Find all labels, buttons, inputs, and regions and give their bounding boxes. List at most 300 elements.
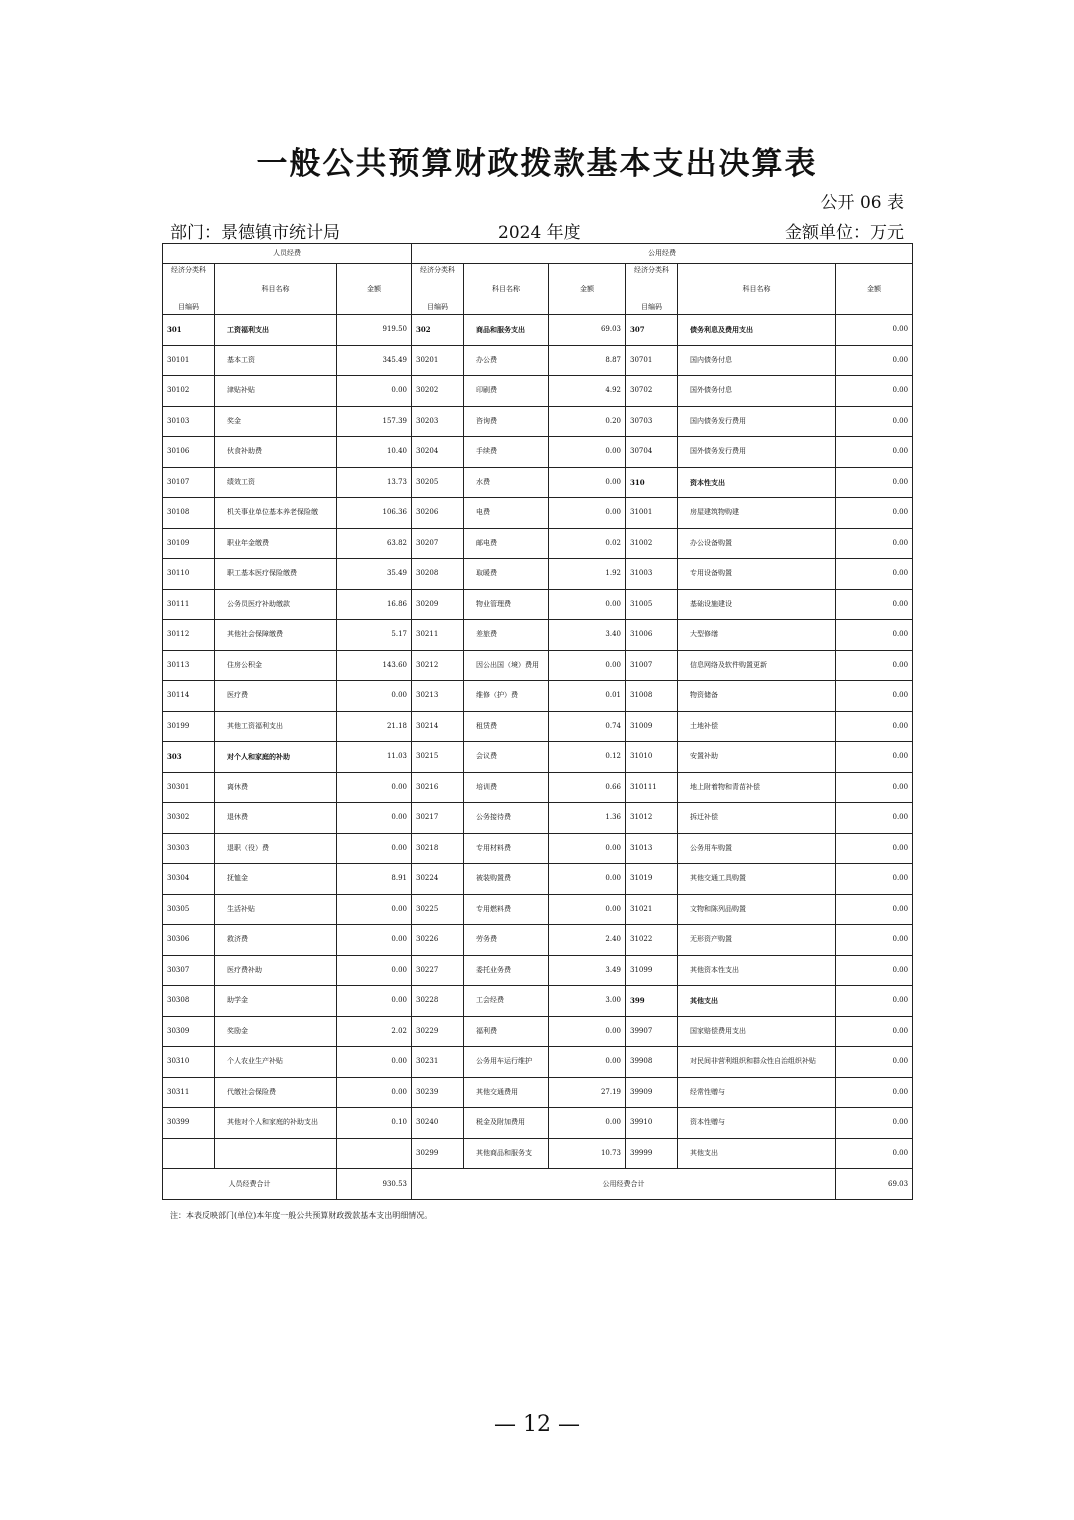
amount-cell: 0.00 (549, 467, 626, 498)
item-name-header: 科目名称 (464, 264, 549, 315)
item-name-cell: 其他工资福利支出 (215, 711, 337, 742)
amount-cell: 0.00 (836, 864, 913, 895)
amount-cell: 27.19 (549, 1077, 626, 1108)
item-name-cell: 其他资本性支出 (678, 955, 836, 986)
item-name-cell: 信息网络及软件购置更新 (678, 650, 836, 681)
item-name-cell: 商品和服务支出 (464, 315, 549, 346)
econ-code-cell: 31005 (626, 589, 678, 620)
amount-cell: 0.74 (549, 711, 626, 742)
item-name-cell: 绩效工资 (215, 467, 337, 498)
econ-code-header-bottom: 目编码 (427, 303, 449, 311)
econ-code-cell: 31013 (626, 833, 678, 864)
amount-cell: 0.00 (836, 437, 913, 468)
table-row (163, 437, 913, 468)
amount-cell: 0.00 (337, 925, 412, 956)
econ-code-cell: 30199 (163, 711, 215, 742)
econ-code-cell: 30228 (412, 986, 464, 1017)
item-name-cell: 税金及附加费用 (464, 1108, 549, 1139)
econ-code-cell: 39907 (626, 1016, 678, 1047)
amount-cell: 0.00 (549, 650, 626, 681)
table-row (163, 376, 913, 407)
item-name-cell: 取暖费 (464, 559, 549, 590)
econ-code-header-bottom: 目编码 (641, 303, 663, 311)
econ-code-cell: 30239 (412, 1077, 464, 1108)
amount-cell: 0.20 (549, 406, 626, 437)
item-name-cell: 其他交通工具购置 (678, 864, 836, 895)
econ-code-cell: 31003 (626, 559, 678, 590)
item-name-cell: 其他社会保障缴费 (215, 620, 337, 651)
table-row (163, 650, 913, 681)
amount-cell: 0.00 (836, 1047, 913, 1078)
econ-code-cell: 30304 (163, 864, 215, 895)
amount-cell: 0.00 (836, 833, 913, 864)
item-name-cell: 其他交通费用 (464, 1077, 549, 1108)
item-name-cell: 机关事业单位基本养老保险缴 (215, 498, 337, 529)
econ-code-cell: 31012 (626, 803, 678, 834)
econ-code-cell: 39909 (626, 1077, 678, 1108)
econ-code-cell: 30306 (163, 925, 215, 956)
econ-code-cell: 301 (163, 315, 215, 346)
item-name-cell: 因公出国（境）费用 (464, 650, 549, 681)
item-name-cell: 房屋建筑物购建 (678, 498, 836, 529)
econ-code-cell: 30101 (163, 345, 215, 376)
amount-cell: 0.00 (549, 1016, 626, 1047)
table-row (163, 803, 913, 834)
econ-code-cell: 30399 (163, 1108, 215, 1139)
amount-unit: 金额单位：万元 (785, 223, 904, 243)
econ-code-cell: 30207 (412, 528, 464, 559)
econ-code-cell: 30109 (163, 528, 215, 559)
amount-cell: 8.91 (337, 864, 412, 895)
item-name-cell: 电费 (464, 498, 549, 529)
amount-cell: 157.39 (337, 406, 412, 437)
amount-cell: 0.00 (337, 772, 412, 803)
item-name-cell: 国外债务付息 (678, 376, 836, 407)
econ-code-cell: 30107 (163, 467, 215, 498)
item-name-cell: 会议费 (464, 742, 549, 773)
item-name-cell: 国内债务发行费用 (678, 406, 836, 437)
amount-cell: 2.02 (337, 1016, 412, 1047)
amount-cell: 143.60 (337, 650, 412, 681)
amount-cell: 0.02 (549, 528, 626, 559)
expenditure-table (162, 243, 913, 1200)
econ-code-cell: 30704 (626, 437, 678, 468)
econ-code-cell: 30208 (412, 559, 464, 590)
item-name-cell (215, 1138, 337, 1169)
item-name-header: 科目名称 (215, 264, 337, 315)
item-name-cell: 国内债务付息 (678, 345, 836, 376)
amount-cell: 10.40 (337, 437, 412, 468)
table-row (163, 955, 913, 986)
item-name-cell: 工会经费 (464, 986, 549, 1017)
econ-code-cell: 30702 (626, 376, 678, 407)
amount-cell: 0.00 (836, 803, 913, 834)
econ-code-cell: 30103 (163, 406, 215, 437)
item-name-cell: 奖励金 (215, 1016, 337, 1047)
item-name-cell: 对民间非营利组织和群众性自治组织补贴 (678, 1047, 836, 1078)
amount-cell: 0.00 (549, 437, 626, 468)
page-title: 一般公共预算财政拨款基本支出决算表 (256, 146, 818, 182)
item-name-cell: 专用设备购置 (678, 559, 836, 590)
econ-code-cell: 30114 (163, 681, 215, 712)
amount-cell: 0.00 (337, 955, 412, 986)
econ-code-cell: 30310 (163, 1047, 215, 1078)
item-name-cell: 生活补贴 (215, 894, 337, 925)
item-name-cell: 物资储备 (678, 681, 836, 712)
econ-code-cell: 31007 (626, 650, 678, 681)
amount-cell: 5.17 (337, 620, 412, 651)
table-row (163, 1047, 913, 1078)
amount-cell: 0.00 (337, 1077, 412, 1108)
econ-code-cell: 30240 (412, 1108, 464, 1139)
item-name-cell: 劳务费 (464, 925, 549, 956)
item-name-cell: 公务员医疗补助缴款 (215, 589, 337, 620)
amount-cell: 21.18 (337, 711, 412, 742)
amount-cell: 0.00 (337, 681, 412, 712)
amount-cell: 0.00 (836, 986, 913, 1017)
amount-cell: 11.03 (337, 742, 412, 773)
econ-code-cell: 31001 (626, 498, 678, 529)
amount-cell: 35.49 (337, 559, 412, 590)
table-row (163, 467, 913, 498)
econ-code-cell: 30231 (412, 1047, 464, 1078)
econ-code-header (626, 264, 678, 315)
item-name-cell: 邮电费 (464, 528, 549, 559)
econ-code-header-top: 经济分类科 (634, 266, 670, 274)
amount-cell: 0.66 (549, 772, 626, 803)
item-name-cell: 医疗费补助 (215, 955, 337, 986)
table-row (163, 345, 913, 376)
item-name-cell: 其他支出 (678, 1138, 836, 1169)
amount-cell: 0.00 (836, 559, 913, 590)
amount-cell: 919.50 (337, 315, 412, 346)
econ-code-cell: 30108 (163, 498, 215, 529)
table-row (163, 406, 913, 437)
table-row (163, 498, 913, 529)
econ-code-cell: 30102 (163, 376, 215, 407)
amount-cell: 69.03 (549, 315, 626, 346)
econ-code-cell: 31010 (626, 742, 678, 773)
econ-code-cell: 30206 (412, 498, 464, 529)
econ-code-cell: 30213 (412, 681, 464, 712)
econ-code-cell: 31009 (626, 711, 678, 742)
econ-code-cell: 31022 (626, 925, 678, 956)
item-name-cell: 差旅费 (464, 620, 549, 651)
public-total-value: 69.03 (836, 1169, 913, 1200)
amount-cell: 0.00 (836, 650, 913, 681)
amount-cell: 8.87 (549, 345, 626, 376)
econ-code-cell: 30112 (163, 620, 215, 651)
amount-cell (337, 1138, 412, 1169)
amount-cell: 0.00 (549, 833, 626, 864)
amount-cell: 63.82 (337, 528, 412, 559)
econ-code-cell: 310 (626, 467, 678, 498)
item-name-cell: 其他对个人和家庭的补助支出 (215, 1108, 337, 1139)
footnote: 注：本表反映部门(单位)本年度一般公共预算财政拨款基本支出明细情况。 (170, 1211, 433, 1220)
econ-code-header (412, 264, 464, 315)
amount-cell: 16.86 (337, 589, 412, 620)
amount-cell: 10.73 (549, 1138, 626, 1169)
econ-code-cell: 31021 (626, 894, 678, 925)
item-name-cell: 办公设备购置 (678, 528, 836, 559)
item-name-cell: 基础设施建设 (678, 589, 836, 620)
item-name-cell: 职工基本医疗保险缴费 (215, 559, 337, 590)
amount-cell: 0.00 (836, 406, 913, 437)
table-row (163, 681, 913, 712)
item-name-cell: 租赁费 (464, 711, 549, 742)
amount-cell: 0.00 (836, 589, 913, 620)
econ-code-cell: 30311 (163, 1077, 215, 1108)
item-name-cell: 其他支出 (678, 986, 836, 1017)
amount-cell: 0.00 (836, 772, 913, 803)
amount-cell: 2.40 (549, 925, 626, 956)
item-name-cell: 福利费 (464, 1016, 549, 1047)
table-row (163, 864, 913, 895)
amount-cell: 0.00 (549, 864, 626, 895)
amount-cell: 4.92 (549, 376, 626, 407)
amount-cell: 0.01 (549, 681, 626, 712)
econ-code-cell: 30224 (412, 864, 464, 895)
econ-code-cell: 30212 (412, 650, 464, 681)
item-name-cell: 公务用车购置 (678, 833, 836, 864)
econ-code-cell: 302 (412, 315, 464, 346)
item-name-cell: 被装购置费 (464, 864, 549, 895)
department: 部门：景德镇市统计局 (170, 223, 340, 243)
econ-code-cell: 31006 (626, 620, 678, 651)
amount-cell: 0.00 (549, 589, 626, 620)
econ-code-cell: 399 (626, 986, 678, 1017)
table-row (163, 315, 913, 346)
econ-code-cell: 30201 (412, 345, 464, 376)
econ-code-cell: 30110 (163, 559, 215, 590)
public-group-header: 公用经费 (412, 244, 913, 264)
amount-cell: 3.00 (549, 986, 626, 1017)
econ-code-cell: 30111 (163, 589, 215, 620)
econ-code-cell: 39908 (626, 1047, 678, 1078)
item-name-cell: 个人农业生产补贴 (215, 1047, 337, 1078)
item-name-header: 科目名称 (678, 264, 836, 315)
item-name-cell: 国外债务发行费用 (678, 437, 836, 468)
amount-cell: 0.00 (836, 925, 913, 956)
amount-cell: 0.00 (836, 1016, 913, 1047)
item-name-cell: 文物和陈列品购置 (678, 894, 836, 925)
item-name-cell: 津贴补贴 (215, 376, 337, 407)
table-row (163, 1138, 913, 1169)
table-row (163, 620, 913, 651)
table-row (163, 589, 913, 620)
econ-code-cell: 31019 (626, 864, 678, 895)
table-row (163, 833, 913, 864)
amount-cell: 0.00 (337, 986, 412, 1017)
form-code: 公开 06 表 (820, 193, 904, 213)
econ-code-cell: 310111 (626, 772, 678, 803)
table-row (163, 528, 913, 559)
econ-code-header-top: 经济分类科 (420, 266, 456, 274)
amount-cell: 0.00 (836, 315, 913, 346)
item-name-cell: 安置补助 (678, 742, 836, 773)
amount-cell: 0.00 (337, 803, 412, 834)
amount-cell: 0.00 (337, 894, 412, 925)
item-name-cell: 手续费 (464, 437, 549, 468)
item-name-cell: 住房公积金 (215, 650, 337, 681)
item-name-cell: 维修（护）费 (464, 681, 549, 712)
amount-cell: 0.00 (836, 498, 913, 529)
item-name-cell: 国家赔偿费用支出 (678, 1016, 836, 1047)
amount-cell: 106.36 (337, 498, 412, 529)
item-name-cell: 印刷费 (464, 376, 549, 407)
item-name-cell: 大型修缮 (678, 620, 836, 651)
econ-code-cell: 30202 (412, 376, 464, 407)
item-name-cell: 助学金 (215, 986, 337, 1017)
item-name-cell: 救济费 (215, 925, 337, 956)
item-name-cell: 职业年金缴费 (215, 528, 337, 559)
econ-code-cell: 39910 (626, 1108, 678, 1139)
public-total-label: 公用经费合计 (412, 1169, 836, 1200)
econ-code-cell: 30218 (412, 833, 464, 864)
amount-cell: 345.49 (337, 345, 412, 376)
item-name-cell: 代缴社会保险费 (215, 1077, 337, 1108)
econ-code-cell: 30106 (163, 437, 215, 468)
item-name-cell: 退职（役）费 (215, 833, 337, 864)
item-name-cell: 债务利息及费用支出 (678, 315, 836, 346)
table-row (163, 925, 913, 956)
econ-code-cell: 30214 (412, 711, 464, 742)
item-name-cell: 其他商品和服务支 (464, 1138, 549, 1169)
amount-cell: 0.00 (337, 1047, 412, 1078)
econ-code-cell: 30211 (412, 620, 464, 651)
item-name-cell: 医疗费 (215, 681, 337, 712)
amount-cell: 0.00 (836, 620, 913, 651)
amount-cell: 0.00 (836, 1108, 913, 1139)
item-name-cell: 委托业务费 (464, 955, 549, 986)
amount-cell: 1.92 (549, 559, 626, 590)
econ-code-cell: 30299 (412, 1138, 464, 1169)
amount-cell: 0.00 (836, 376, 913, 407)
econ-code-cell: 31099 (626, 955, 678, 986)
econ-code-cell: 30703 (626, 406, 678, 437)
item-name-cell: 资本性赠与 (678, 1108, 836, 1139)
amount-cell: 0.00 (836, 894, 913, 925)
item-name-cell: 基本工资 (215, 345, 337, 376)
econ-code-header-top: 经济分类科 (171, 266, 206, 274)
amount-cell: 13.73 (337, 467, 412, 498)
econ-code-cell: 30204 (412, 437, 464, 468)
amount-cell: 0.10 (337, 1108, 412, 1139)
econ-code-cell: 30307 (163, 955, 215, 986)
econ-code-cell: 39999 (626, 1138, 678, 1169)
amount-cell: 0.00 (836, 467, 913, 498)
amount-cell: 0.00 (337, 833, 412, 864)
item-name-cell: 办公费 (464, 345, 549, 376)
table-row (163, 894, 913, 925)
econ-code-cell: 303 (163, 742, 215, 773)
econ-code-cell: 30217 (412, 803, 464, 834)
econ-code-cell: 30229 (412, 1016, 464, 1047)
item-name-cell: 培训费 (464, 772, 549, 803)
econ-code-cell: 30209 (412, 589, 464, 620)
item-name-cell: 拆迁补偿 (678, 803, 836, 834)
item-name-cell: 无形资产购置 (678, 925, 836, 956)
personnel-total-label: 人员经费合计 (163, 1169, 337, 1200)
item-name-cell: 专用材料费 (464, 833, 549, 864)
amount-cell: 3.49 (549, 955, 626, 986)
econ-code-cell (163, 1138, 215, 1169)
amount-cell: 0.00 (549, 1047, 626, 1078)
econ-code-header (163, 264, 215, 315)
amount-cell: 0.12 (549, 742, 626, 773)
amount-cell: 3.40 (549, 620, 626, 651)
item-name-cell: 专用燃料费 (464, 894, 549, 925)
table-row (163, 1016, 913, 1047)
amount-cell: 0.00 (836, 711, 913, 742)
table-row (163, 986, 913, 1017)
table-row (163, 1108, 913, 1139)
item-name-cell: 抚恤金 (215, 864, 337, 895)
econ-code-header-bottom: 目编码 (178, 303, 199, 311)
econ-code-cell: 30203 (412, 406, 464, 437)
item-name-cell: 物业管理费 (464, 589, 549, 620)
amount-header: 金额 (337, 264, 412, 315)
amount-cell: 1.36 (549, 803, 626, 834)
econ-code-cell: 30113 (163, 650, 215, 681)
item-name-cell: 地上附着物和青苗补偿 (678, 772, 836, 803)
amount-cell: 0.00 (836, 955, 913, 986)
item-name-cell: 水费 (464, 467, 549, 498)
amount-cell: 0.00 (549, 498, 626, 529)
econ-code-cell: 30205 (412, 467, 464, 498)
item-name-cell: 咨询费 (464, 406, 549, 437)
amount-cell: 0.00 (836, 742, 913, 773)
econ-code-cell: 30225 (412, 894, 464, 925)
amount-header: 金额 (836, 264, 913, 315)
personnel-total-value: 930.53 (337, 1169, 412, 1200)
item-name-cell: 伙食补助费 (215, 437, 337, 468)
amount-cell: 0.00 (836, 1077, 913, 1108)
table-row (163, 742, 913, 773)
econ-code-cell: 30216 (412, 772, 464, 803)
amount-cell: 0.00 (836, 681, 913, 712)
personnel-group-header: 人员经费 (163, 244, 412, 264)
item-name-cell: 退休费 (215, 803, 337, 834)
fiscal-year: 2024 年度 (498, 223, 581, 243)
item-name-cell: 土地补偿 (678, 711, 836, 742)
econ-code-cell: 30226 (412, 925, 464, 956)
econ-code-cell: 30215 (412, 742, 464, 773)
amount-cell: 0.00 (836, 1138, 913, 1169)
table-row (163, 559, 913, 590)
econ-code-cell: 31002 (626, 528, 678, 559)
item-name-cell: 资本性支出 (678, 467, 836, 498)
item-name-cell: 工资福利支出 (215, 315, 337, 346)
econ-code-cell: 30701 (626, 345, 678, 376)
item-name-cell: 奖金 (215, 406, 337, 437)
item-name-cell: 离休费 (215, 772, 337, 803)
econ-code-cell: 30308 (163, 986, 215, 1017)
table-row (163, 711, 913, 742)
econ-code-cell: 30303 (163, 833, 215, 864)
amount-cell: 0.00 (337, 376, 412, 407)
econ-code-cell: 30302 (163, 803, 215, 834)
table-row (163, 1077, 913, 1108)
table-row (163, 772, 913, 803)
item-name-cell: 公务用车运行维护 (464, 1047, 549, 1078)
page-number: — 12 — (494, 1412, 580, 1437)
amount-header: 金额 (549, 264, 626, 315)
item-name-cell: 对个人和家庭的补助 (215, 742, 337, 773)
econ-code-cell: 30305 (163, 894, 215, 925)
amount-cell: 0.00 (836, 345, 913, 376)
econ-code-cell: 31008 (626, 681, 678, 712)
